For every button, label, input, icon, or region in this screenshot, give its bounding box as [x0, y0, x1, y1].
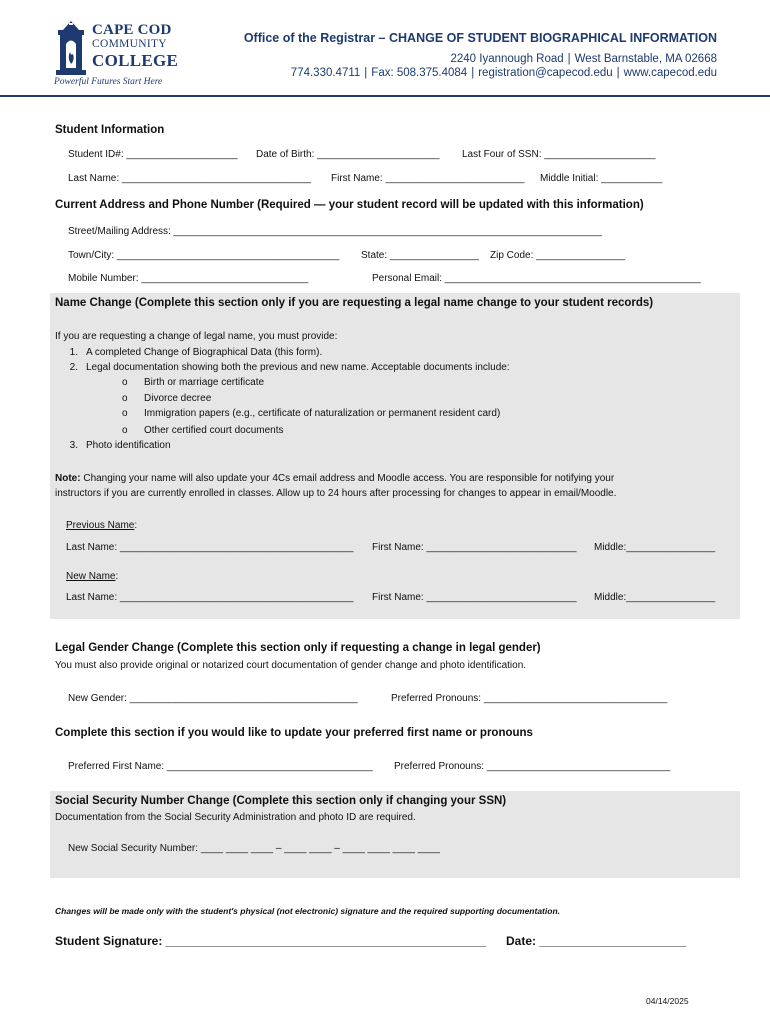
name-change-note — [55, 473, 614, 484]
address-line — [207, 53, 717, 65]
lighthouse-tower-icon — [54, 20, 88, 76]
list-text: Legal documentation showing both the previous and new name. Acceptable documents include: — [86, 362, 510, 373]
preferred-first-name-field[interactable]: Preferred First Name: _____________________________________ — [68, 761, 373, 772]
new-name-label-text: New Name — [66, 571, 116, 582]
last-name-field[interactable]: Last Name: __________________________________ — [68, 173, 312, 184]
personal-email-field[interactable]: Personal Email: ______________________________________________ — [372, 273, 701, 284]
name-change-heading: Name Change (Complete this section only if you are requesting a legal name change to your student records) — [55, 297, 654, 309]
bullet-icon: o — [122, 408, 128, 419]
list-text: Photo identification — [86, 440, 171, 451]
separator: | — [567, 53, 571, 65]
new-middle-field[interactable]: Middle:________________ — [594, 592, 716, 603]
separator: | — [616, 67, 620, 79]
logo-tagline: Powerful Futures Start Here — [54, 77, 163, 87]
logo-line-1: CAPE COD — [92, 22, 172, 38]
logo-wordmark — [92, 23, 178, 69]
list-text: A completed Change of Biographical Data (this form). — [86, 347, 323, 358]
list-number: 3. — [69, 440, 78, 451]
note-label: Note: — [55, 473, 81, 484]
fax-number: Fax: 508.375.4084 — [371, 67, 468, 79]
note-line-1: Changing your name will also update your 4Cs email address and Moodle access. You are responsible for notifying your — [80, 473, 615, 484]
form-revision-date: 04/14/2025 — [646, 996, 689, 1006]
ssn-change-subtext: Documentation from the Social Security Administration and photo ID are required. — [55, 812, 416, 823]
list-number: 2. — [69, 362, 78, 373]
street-field[interactable]: Street/Mailing Address: _____________________________________________________________________________ — [68, 226, 602, 237]
sub-list-text: Birth or marriage certificate — [144, 377, 265, 388]
sub-list-text: Other certified court documents — [144, 425, 284, 436]
zip-field[interactable]: Zip Code: ________________ — [490, 250, 626, 261]
preferred-heading: Complete this section if you would like to update your preferred first name or pronouns — [55, 727, 533, 739]
list-item — [64, 347, 322, 358]
city-state-zip: West Barnstable, MA 02668 — [574, 53, 717, 65]
bullet-icon: o — [122, 377, 128, 388]
town-field[interactable]: Town/City: ________________________________________ — [68, 250, 340, 261]
sub-list-item — [122, 425, 284, 436]
student-id-field[interactable]: Student ID#: ____________________ — [68, 149, 238, 160]
previous-name-label — [66, 520, 137, 531]
student-signature-field[interactable]: Student Signature: ________________________________________________ — [55, 934, 487, 948]
gender-change-subtext: You must also provide original or notarized court documentation of gender change and photo identification. — [55, 660, 527, 671]
bullet-icon: o — [122, 425, 128, 436]
label-colon: : — [115, 571, 119, 582]
mobile-field[interactable]: Mobile Number: ______________________________ — [68, 273, 309, 284]
new-gender-field[interactable]: New Gender: _________________________________________ — [68, 693, 358, 704]
separator: | — [471, 67, 475, 79]
gender-pronouns-field[interactable]: Preferred Pronouns: _________________________________ — [391, 693, 668, 704]
previous-last-name-field[interactable]: Last Name: __________________________________________ — [66, 542, 354, 553]
sub-list-text: Divorce decree — [144, 393, 212, 404]
middle-initial-field[interactable]: Middle Initial: ___________ — [540, 173, 663, 184]
new-last-name-field[interactable]: Last Name: __________________________________________ — [66, 592, 354, 603]
first-name-field[interactable]: First Name: _________________________ — [331, 173, 525, 184]
list-number: 1. — [69, 347, 78, 358]
ssn-change-heading: Social Security Number Change (Complete this section only if changing your SSN) — [55, 795, 507, 807]
gender-change-heading: Legal Gender Change (Complete this section only if requesting a change in legal gender) — [55, 642, 541, 654]
dob-field[interactable]: Date of Birth: ______________________ — [256, 149, 440, 160]
signature-date-field[interactable]: Date: ______________________ — [506, 934, 687, 948]
registrar-email[interactable]: registration@capecod.edu — [478, 67, 613, 79]
new-name-label — [66, 571, 118, 582]
state-field[interactable]: State: ________________ — [361, 250, 479, 261]
sub-list-text: Immigration papers (e.g., certificate of naturalization or permanent resident card) — [144, 408, 501, 419]
office-title: Office of the Registrar – CHANGE OF STUDENT BIOGRAPHICAL INFORMATION — [243, 31, 717, 45]
logo-line-3: COLLEGE — [92, 50, 179, 70]
previous-middle-field[interactable]: Middle:________________ — [594, 542, 716, 553]
sub-list-item — [122, 393, 211, 404]
name-change-intro: If you are requesting a change of legal name, you must provide: — [55, 331, 338, 342]
bullet-icon: o — [122, 393, 128, 404]
preferred-pronouns-field[interactable]: Preferred Pronouns: _________________________________ — [394, 761, 671, 772]
ssn-last4-field[interactable]: Last Four of SSN: ____________________ — [462, 149, 656, 160]
previous-first-name-field[interactable]: First Name: ___________________________ — [372, 542, 577, 553]
previous-name-label-text: Previous Name — [66, 520, 135, 531]
street-address: 2240 Iyannough Road — [450, 53, 564, 65]
logo-line-2: COMMUNITY — [92, 38, 167, 50]
separator: | — [364, 67, 368, 79]
new-first-name-field[interactable]: First Name: ___________________________ — [372, 592, 577, 603]
label-colon: : — [134, 520, 138, 531]
signature-disclaimer: Changes will be made only with the student's physical (not electronic) signature and the required supporting documentation. — [55, 906, 560, 916]
sub-list-item — [122, 408, 500, 419]
list-item — [64, 362, 510, 373]
header-rule — [0, 95, 770, 97]
college-website[interactable]: www.capecod.edu — [623, 67, 717, 79]
college-logo — [54, 20, 179, 90]
phone-number: 774.330.4711 — [290, 67, 361, 79]
list-item — [64, 440, 171, 451]
student-info-heading: Student Information — [55, 124, 165, 136]
contact-line — [207, 67, 717, 79]
new-ssn-field[interactable]: New Social Security Number: ____ ____ ____ – ____ ____ – ____ ____ ____ ____ — [68, 843, 440, 854]
note-line-2: instructors if you are currently enrolled in classes. Allow up to 24 hours after processing for changes to appear in email/Moodle. — [55, 488, 617, 499]
sub-list-item — [122, 377, 264, 388]
address-heading: Current Address and Phone Number (Required — your student record will be updated with this information) — [55, 199, 644, 211]
